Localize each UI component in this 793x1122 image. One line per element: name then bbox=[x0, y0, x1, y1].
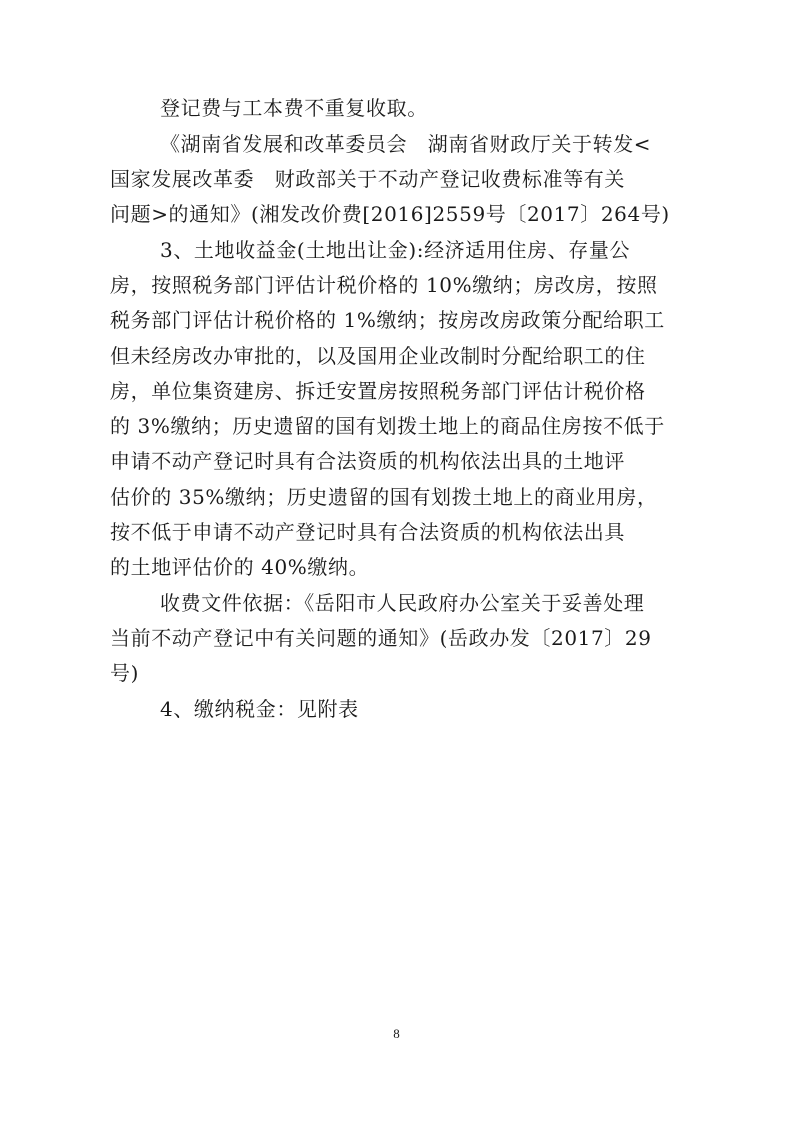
text-line: 估价的 35%缴纳；历史遗留的国有划拨土地上的商业用房， bbox=[110, 485, 658, 509]
text-line: 登记费与工本费不重复收取。 bbox=[160, 96, 428, 120]
text-line: 当前不动产登记中有关问题的通知》(岳政办发〔2017〕29 bbox=[110, 626, 652, 650]
page-number: 8 bbox=[393, 1026, 400, 1041]
text-line: 的 3%缴纳；历史遗留的国有划拨土地上的商品住房按不低于 bbox=[110, 414, 665, 438]
text-line: 收费文件依据：《岳阳市人民政府办公室关于妥善处理 bbox=[160, 591, 645, 615]
text-line: 号) bbox=[110, 661, 140, 685]
text-line: 4、缴纳税金：见附表 bbox=[160, 697, 359, 721]
text-line: 房，单位集资建房、拆迁安置房按照税务部门评估计税价格 bbox=[110, 379, 646, 403]
text-line: 国家发展改革委 财政部关于不动产登记收费标准等有关 bbox=[110, 167, 625, 191]
text-line: 税务部门评估计税价格的 1%缴纳；按房改房政策分配给职工 bbox=[110, 308, 665, 332]
text-line: 问题>的通知》(湘发改价费[2016]2559号〔2017〕264号) bbox=[110, 202, 670, 226]
text-line: 房，按照税务部门评估计税价格的 10%缴纳；房改房，按照 bbox=[110, 273, 658, 297]
text-line: 的土地评估价的 40%缴纳。 bbox=[110, 555, 370, 579]
text-line: 申请不动产登记时具有合法资质的机构依法出具的土地评 bbox=[110, 449, 625, 473]
text-line: 按不低于申请不动产登记时具有合法资质的机构依法出具 bbox=[110, 520, 625, 544]
text-line: 3、土地收益金(土地出让金):经济适用住房、存量公 bbox=[160, 238, 631, 262]
text-line: 《湖南省发展和改革委员会 湖南省财政厅关于转发< bbox=[160, 132, 652, 156]
text-line: 但未经房改办审批的，以及国用企业改制时分配给职工的住 bbox=[110, 344, 646, 368]
